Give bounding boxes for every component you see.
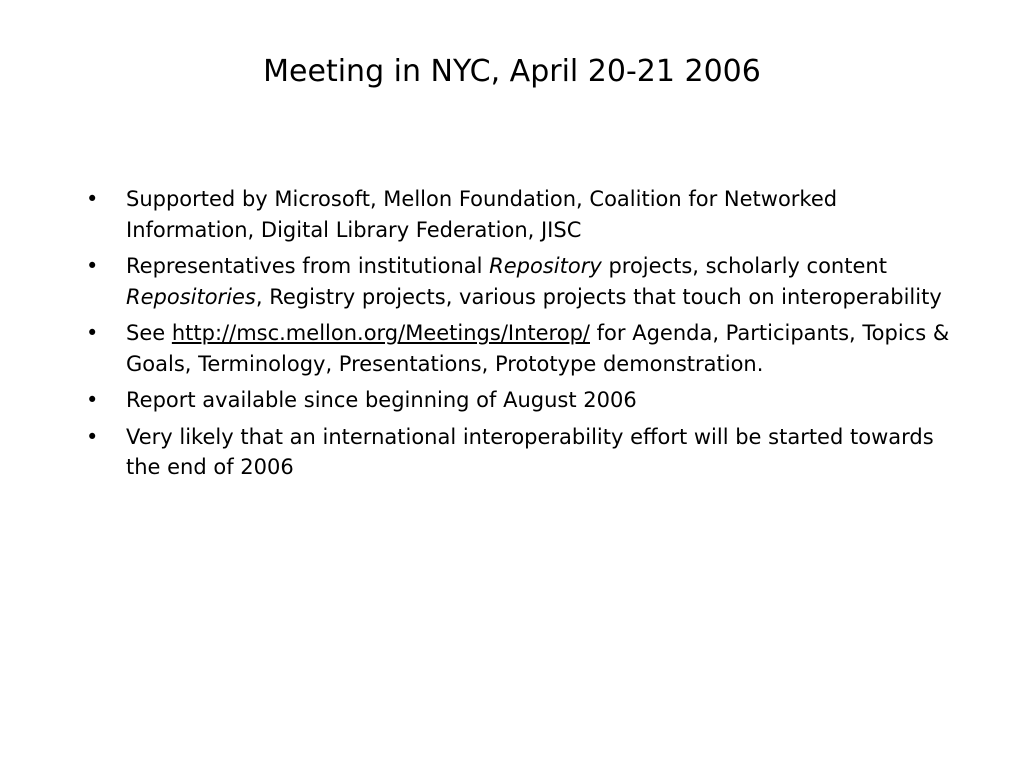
slide-title: Meeting in NYC, April 20-21 2006	[263, 54, 761, 89]
bullet-text-part: projects, scholarly content	[601, 254, 887, 278]
bullet-item-representatives	[84, 251, 964, 312]
bullet-icon: •	[86, 254, 99, 278]
bullet-item-report	[84, 385, 964, 416]
bullet-icon: •	[86, 321, 99, 345]
bullet-text: Very likely that an international interoperability effort will be started towards the end of 2006	[126, 424, 934, 479]
bullet-item-international-effort	[84, 422, 964, 483]
bullet-text-prefix: See	[126, 321, 172, 345]
bullet-text-italic: Repository	[489, 254, 602, 278]
bullet-text-part: , Registry projects, various projects that touch on interoperability	[255, 284, 942, 309]
bullet-list	[84, 184, 964, 489]
bullet-text-suffix: for Agenda, Participants, Topics & Goals, Terminology, Presentations, Prototype demonstration.	[126, 321, 950, 376]
bullet-icon: •	[86, 187, 99, 211]
bullet-text-part: Representatives from institutional	[126, 254, 490, 278]
interop-meeting-link[interactable]: http://msc.mellon.org/Meetings/Interop/	[171, 321, 590, 345]
bullet-icon: •	[86, 424, 99, 449]
bullet-text	[126, 254, 942, 309]
bullet-item-sponsors	[84, 184, 964, 245]
bullet-icon: •	[86, 388, 99, 412]
bullet-text	[126, 321, 949, 376]
bullet-text: Report available since beginning of August 2006	[126, 388, 637, 412]
bullet-text-italic: Repositories	[126, 284, 256, 309]
bullet-text: Supported by Microsoft, Mellon Foundation, Coalition for Networked Information, Digital Library Federation, JISC	[126, 187, 838, 242]
bullet-item-see-link	[84, 318, 964, 379]
